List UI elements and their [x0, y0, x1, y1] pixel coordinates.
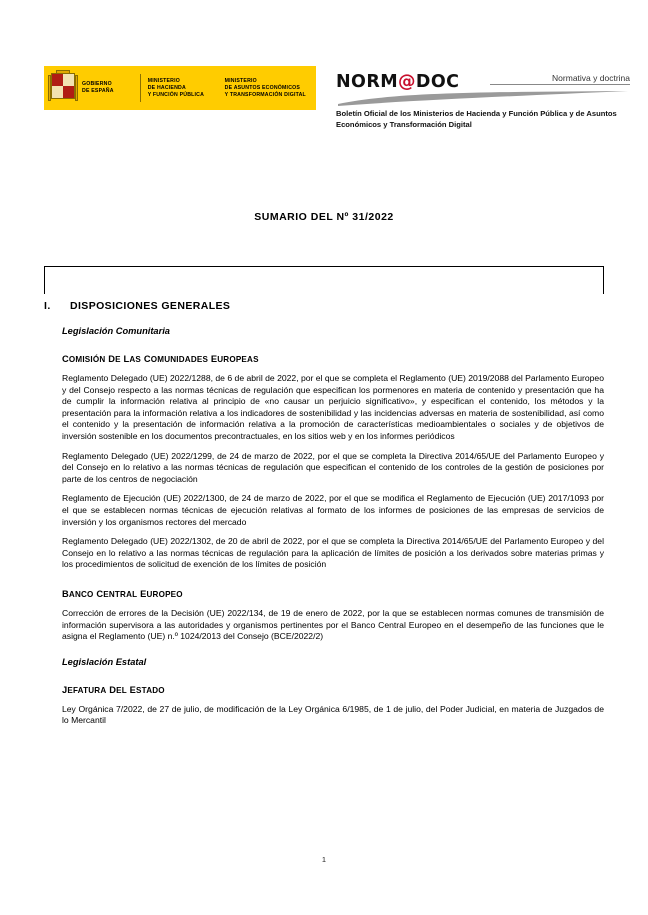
normadoc-wordmark — [336, 72, 459, 92]
ministry-hacienda-line1: MINISTERIO — [147, 77, 180, 84]
list-item[interactable]: Ley Orgánica 7/2022, de 27 de julio, de modificación de la Ley Orgánica 6/1985, de 1 de julio, del Poder Judicial, en materia de Juzgados de lo Mercantil — [62, 703, 604, 726]
organ-heading-comision: COMISIÓN DE LAS COMUNIDADES EUROPEAS — [62, 354, 259, 364]
brand-rule — [490, 84, 630, 85]
organ-heading-jefatura: JEFATURA DEL ESTADO — [62, 684, 165, 695]
brand-subtitle: Boletín Oficial de los Ministerios de Hacienda y Función Pública y de Asuntos Económicos y Transformación Digital — [336, 109, 617, 129]
section-heading-1 — [44, 300, 604, 312]
page-number: 1 — [321, 855, 327, 864]
brand-tagline: Normativa y doctrina — [552, 73, 630, 83]
organ-heading-bce: BANCO CENTRAL EUROPEO — [62, 588, 183, 599]
ministry-economia-line1: MINISTERIO — [224, 77, 257, 84]
section-numeral: I. — [44, 300, 51, 312]
list-item[interactable]: Reglamento de Ejecución (UE) 2022/1300, de 24 de marzo de 2022, por el que se modifica el Reglamento de Ejecución (UE) 2017/1093 por el que se establecen normas técnicas de ejecución relativas al formato de los informes de posiciones de las empresas de servicios de inversión y los organismos rectores del mercado — [62, 493, 604, 527]
gob-logo-line2: DE ESPAÑA — [82, 88, 114, 94]
ministry-economia-line3: Y TRANSFORMACIÓN DIGITAL — [224, 91, 306, 98]
normadoc-name-pre: NORM — [336, 72, 399, 92]
frame-right-rule — [603, 266, 604, 294]
ministry-hacienda-line2: DE HACIENDA — [147, 84, 186, 91]
subsection-heading-estatal: Legislación Estatal — [62, 656, 147, 667]
swoosh-icon — [336, 90, 630, 108]
ministry-economia-line2: DE ASUNTOS ECONÓMICOS — [224, 84, 301, 91]
document-header — [0, 58, 648, 140]
summary-content — [44, 300, 604, 727]
section-title: DISPOSICIONES GENERALES — [70, 300, 231, 312]
normadoc-name-post: DOC — [415, 72, 460, 92]
ministry-hacienda-line3: Y FUNCIÓN PÚBLICA — [147, 91, 205, 98]
list-item[interactable]: Reglamento Delegado (UE) 2022/1302, de 20 de abril de 2022, por el que se completa la Directiva 2014/65/UE del Parlamento Europeo y del Consejo en lo relativo a las normas técnicas de regulación para la aplicación de límites de posición a los derivados sobre materias primas y los procedimientos de solicitud de exención de los límites de posición — [62, 536, 604, 570]
list-item[interactable]: Reglamento Delegado (UE) 2022/1288, de 6 de abril de 2022, por el que se completa el Reglamento (UE) 2019/2088 del Parlamento Europeo y del Consejo respecto a las normas técnicas de regulación que especifican los pormenores en materia de contenido y presentación que ha de cumplir la información relativa al principio de «no causar un perjuicio significativo», y especifican el contenido, los métodos y la presentación para la información relativa a los indicadores de sostenibilidad y las incidencias adversas en materia de sostenibilidad, así como el contenido y la presentación de información relativa a la promoción de características medioambientales o sociales y de objetivos de inversión sostenible en los documentos precontractuales, en los sitios web y en los informes periódicos — [62, 373, 604, 441]
gob-logo-line1: GOBIERNO — [82, 81, 112, 87]
government-of-spain-logo — [44, 66, 316, 110]
page-title: SUMARIO DEL Nº 31/2022 — [254, 211, 394, 223]
subsection-heading-comunitaria: Legislación Comunitaria — [62, 326, 170, 336]
normadoc-brand — [336, 64, 636, 140]
list-item[interactable]: Reglamento Delegado (UE) 2022/1299, de 24 de marzo de 2022, por el que se completa la Directiva 2014/65/UE del Parlamento Europeo y del Consejo en lo relativo a las normas técnicas de regulación que especifican el contenido de los controles de la gestión de posiciones por parte de los centros de negociación — [62, 450, 604, 484]
frame-top-rule — [44, 266, 604, 267]
logo-divider — [140, 74, 141, 102]
frame-left-rule — [44, 266, 45, 294]
list-item[interactable]: Corrección de errores de la Decisión (UE) 2022/134, de 19 de enero de 2022, por la que se establecen normas comunes de transmisión de información supervisora a las autoridades y organismos pertinentes por el Banco Central Europeo en el desempeño de las funciones que le asigna el Reglamento (UE) n.º 1024/2013 del Consejo (BCE/2022/2) — [62, 607, 604, 642]
spain-coat-of-arms-icon — [48, 70, 78, 106]
normadoc-at-icon: @ — [398, 72, 416, 92]
